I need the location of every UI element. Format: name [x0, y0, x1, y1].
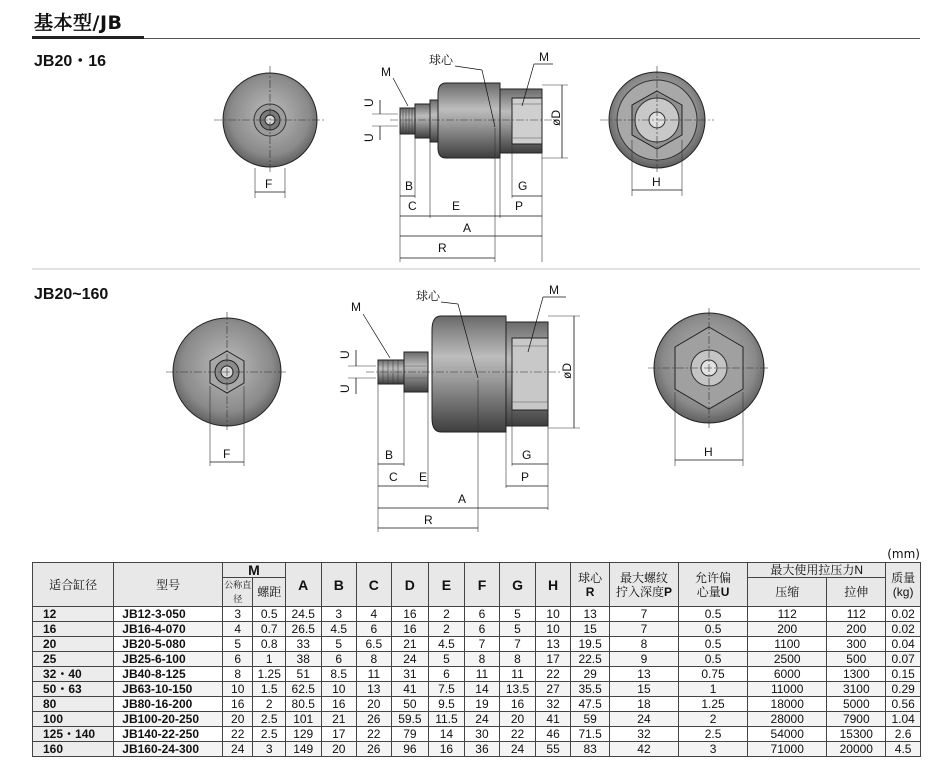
dim-r: R — [438, 241, 447, 255]
table-cell: 1300 — [827, 667, 886, 682]
model-cell: JB63-10-150 — [114, 682, 223, 697]
model-cell: JB20-5-080 — [114, 637, 223, 652]
dim-od: øD — [549, 110, 563, 126]
jb20-16-side-view — [362, 50, 568, 262]
bore-cell: 160 — [33, 742, 114, 757]
table-row — [33, 697, 921, 712]
table-cell: 32 — [535, 697, 571, 712]
col-force: 最大使用拉压力N — [748, 563, 886, 578]
table-cell: 8 — [464, 652, 500, 667]
table-cell: 22 — [222, 727, 252, 742]
table-cell: 59.5 — [391, 712, 429, 727]
table-cell: 8 — [357, 652, 392, 667]
table-cell: 2.6 — [886, 727, 921, 742]
callout-ball-center: 球心 — [429, 53, 454, 67]
table-cell: 41 — [391, 682, 429, 697]
table-cell: 6 — [321, 652, 357, 667]
table-cell: 18000 — [748, 697, 827, 712]
table-cell: 42 — [609, 742, 678, 757]
table-cell: 28000 — [748, 712, 827, 727]
table-cell: 83 — [571, 742, 610, 757]
table-cell: 0.15 — [886, 667, 921, 682]
table-cell: 3 — [679, 742, 748, 757]
table-cell: 500 — [827, 652, 886, 667]
dim-b: B — [405, 179, 414, 193]
dim-p-2: P — [521, 470, 530, 484]
table-cell: 32 — [609, 727, 678, 742]
table-cell: 0.5 — [679, 637, 748, 652]
table-cell: 4 — [222, 622, 252, 637]
table-cell: 11 — [500, 667, 536, 682]
col-p-top: 最大螺纹 — [619, 570, 668, 585]
model-cell: JB160-24-300 — [114, 742, 223, 757]
table-cell: 4 — [357, 607, 392, 622]
table-cell: 19.5 — [571, 637, 610, 652]
table-cell: 59 — [571, 712, 610, 727]
dim-u-bottom-2: U — [338, 384, 352, 393]
col-m-nominal: 公称直径 — [222, 578, 252, 607]
table-cell: 4.5 — [886, 742, 921, 757]
table-cell: 5 — [500, 622, 536, 637]
table-cell: 0.7 — [253, 622, 286, 637]
table-cell: 22 — [535, 667, 571, 682]
dim-a: A — [463, 221, 472, 235]
table-cell: 6 — [464, 607, 500, 622]
table-cell: 0.75 — [679, 667, 748, 682]
dim-f-2: F — [223, 447, 231, 461]
table-cell: 8 — [222, 667, 252, 682]
callout-m-left: M — [381, 65, 391, 79]
dim-g: G — [518, 179, 528, 193]
table-cell: 3 — [321, 607, 357, 622]
table-cell: 8 — [609, 637, 678, 652]
section-label-jb20-160: JB20~160 — [34, 286, 109, 303]
col-m-pitch: 螺距 — [253, 578, 286, 607]
col-f: F — [464, 563, 500, 607]
table-cell: 5 — [500, 607, 536, 622]
callout-ball-center-2: 球心 — [416, 289, 441, 303]
bore-cell: 20 — [33, 637, 114, 652]
col-b: B — [321, 563, 357, 607]
dim-h-2: H — [704, 445, 713, 459]
table-cell: 20 — [500, 712, 536, 727]
table-cell: 9.5 — [429, 697, 465, 712]
table-cell: 71000 — [748, 742, 827, 757]
model-cell: JB140-22-250 — [114, 727, 223, 742]
table-cell: 24 — [609, 712, 678, 727]
dim-u-top-2: U — [338, 350, 352, 359]
col-m: M — [222, 563, 285, 578]
bore-cell: 80 — [33, 697, 114, 712]
col-bore: 适合缸径 — [33, 563, 114, 607]
dim-p: P — [515, 199, 524, 213]
table-cell: 24 — [464, 712, 500, 727]
model-cell: JB12-3-050 — [114, 607, 223, 622]
table-cell: 21 — [391, 637, 429, 652]
dim-e-2: E — [419, 470, 428, 484]
table-cell: 35.5 — [571, 682, 610, 697]
col-model: 型号 — [114, 563, 223, 607]
table-cell: 13 — [357, 682, 392, 697]
table-cell: 101 — [285, 712, 321, 727]
table-row — [33, 622, 921, 637]
table-cell: 16 — [391, 622, 429, 637]
table-cell: 21 — [321, 712, 357, 727]
table-cell: 2 — [253, 697, 286, 712]
table-unit: (mm) — [887, 547, 920, 561]
table-cell: 3 — [222, 607, 252, 622]
table-row — [33, 607, 921, 622]
table-cell: 7.5 — [429, 682, 465, 697]
dim-c-2: C — [389, 470, 398, 484]
table-cell: 20 — [321, 742, 357, 757]
table-cell: 11 — [464, 667, 500, 682]
table-cell: 300 — [827, 637, 886, 652]
dim-e: E — [452, 199, 461, 213]
table-cell: 3 — [253, 742, 286, 757]
table-cell: 0.02 — [886, 622, 921, 637]
model-cell: JB16-4-070 — [114, 622, 223, 637]
table-cell: 1.5 — [253, 682, 286, 697]
dim-od-2: øD — [560, 363, 574, 379]
table-cell: 10 — [222, 682, 252, 697]
table-cell: 7 — [609, 607, 678, 622]
table-cell: 50 — [391, 697, 429, 712]
table-cell: 22 — [357, 727, 392, 742]
table-cell: 47.5 — [571, 697, 610, 712]
callout-m-left-2: M — [351, 300, 361, 314]
table-cell: 26.5 — [285, 622, 321, 637]
table-cell: 0.02 — [886, 607, 921, 622]
table-cell: 0.29 — [886, 682, 921, 697]
col-u — [679, 563, 748, 607]
col-mass-top: 质量 — [891, 570, 916, 585]
table-cell: 10 — [321, 682, 357, 697]
table-cell: 15300 — [827, 727, 886, 742]
jb20-160-rear-view — [648, 308, 770, 466]
table-cell: 20 — [357, 697, 392, 712]
bore-cell: 16 — [33, 622, 114, 637]
table-cell: 80.5 — [285, 697, 321, 712]
model-cell: JB100-20-250 — [114, 712, 223, 727]
bore-cell: 50・63 — [33, 682, 114, 697]
table-cell: 6 — [357, 622, 392, 637]
table-cell: 20000 — [827, 742, 886, 757]
jb20-16-rear-view — [600, 66, 714, 196]
table-row — [33, 727, 921, 742]
table-body — [33, 607, 921, 757]
table-cell: 200 — [748, 622, 827, 637]
model-cell: JB25-6-100 — [114, 652, 223, 667]
table-cell: 7900 — [827, 712, 886, 727]
table-cell: 6 — [464, 622, 500, 637]
table-cell: 0.56 — [886, 697, 921, 712]
jb20-16-front-view — [214, 66, 326, 198]
table-cell: 0.5 — [679, 607, 748, 622]
table-cell: 11.5 — [429, 712, 465, 727]
table-cell: 129 — [285, 727, 321, 742]
jb20-160-front-view — [166, 312, 288, 466]
table-cell: 15 — [571, 622, 610, 637]
table-cell: 38 — [285, 652, 321, 667]
col-u-bottom: 心量 — [696, 584, 721, 599]
table-cell: 14 — [429, 727, 465, 742]
table-cell: 2.5 — [679, 727, 748, 742]
table-cell: 0.5 — [679, 622, 748, 637]
table-cell: 79 — [391, 727, 429, 742]
table-cell: 18 — [609, 697, 678, 712]
table-cell: 149 — [285, 742, 321, 757]
bore-cell: 25 — [33, 652, 114, 667]
table-cell: 2.5 — [253, 727, 286, 742]
table-cell: 22.5 — [571, 652, 610, 667]
col-e: E — [429, 563, 465, 607]
table-cell: 51 — [285, 667, 321, 682]
bore-cell: 100 — [33, 712, 114, 727]
table-cell: 8 — [500, 652, 536, 667]
table-cell: 6 — [222, 652, 252, 667]
table-cell: 7 — [500, 637, 536, 652]
table-cell: 7 — [609, 622, 678, 637]
table-cell: 29 — [571, 667, 610, 682]
col-mass — [886, 563, 921, 607]
section-label-jb20-16: JB20・16 — [34, 53, 107, 70]
table-cell: 0.8 — [253, 637, 286, 652]
table-cell: 13 — [609, 667, 678, 682]
table-cell: 4.5 — [429, 637, 465, 652]
dim-r-2: R — [424, 513, 433, 527]
dim-c: C — [408, 199, 417, 213]
table-cell: 1.25 — [679, 697, 748, 712]
bore-cell: 125・140 — [33, 727, 114, 742]
table-cell: 13 — [535, 637, 571, 652]
col-force-compression: 压缩 — [748, 578, 827, 607]
table-row — [33, 652, 921, 667]
col-r-top: 球心 — [578, 570, 603, 585]
table-cell: 0.5 — [253, 607, 286, 622]
table-cell: 24 — [391, 652, 429, 667]
dim-h: H — [652, 175, 661, 189]
table-header-row — [33, 563, 921, 578]
table-cell: 20 — [222, 712, 252, 727]
table-cell: 36 — [464, 742, 500, 757]
table-cell: 2 — [429, 607, 465, 622]
table-cell: 0.04 — [886, 637, 921, 652]
table-cell: 16 — [391, 607, 429, 622]
table-cell: 2 — [679, 712, 748, 727]
table-cell: 55 — [535, 742, 571, 757]
table-cell: 7 — [464, 637, 500, 652]
table-cell: 1.04 — [886, 712, 921, 727]
table-cell: 1100 — [748, 637, 827, 652]
table-cell: 16 — [321, 697, 357, 712]
table-cell: 9 — [609, 652, 678, 667]
table-cell: 24 — [222, 742, 252, 757]
table-row — [33, 742, 921, 757]
col-c: C — [357, 563, 392, 607]
table-cell: 16 — [222, 697, 252, 712]
col-h: H — [535, 563, 571, 607]
col-u-top: 允许偏 — [695, 570, 732, 585]
col-p — [609, 563, 678, 607]
dim-b-2: B — [385, 448, 394, 462]
table-cell: 5 — [222, 637, 252, 652]
table-cell: 0.07 — [886, 652, 921, 667]
dim-u-top: U — [362, 98, 376, 107]
dim-g-2: G — [522, 448, 532, 462]
table-cell: 5 — [429, 652, 465, 667]
table-cell: 1 — [679, 682, 748, 697]
model-cell: JB80-16-200 — [114, 697, 223, 712]
table-cell: 22 — [500, 727, 536, 742]
table-cell: 16 — [500, 697, 536, 712]
table-cell: 46 — [535, 727, 571, 742]
table-cell: 5 — [321, 637, 357, 652]
table-cell: 19 — [464, 697, 500, 712]
table-cell: 71.5 — [571, 727, 610, 742]
table-cell: 26 — [357, 742, 392, 757]
table-cell: 27 — [535, 682, 571, 697]
col-g: G — [500, 563, 536, 607]
dim-f: F — [265, 177, 273, 191]
callout-m-right: M — [539, 50, 549, 64]
table-cell: 2500 — [748, 652, 827, 667]
spec-table — [32, 562, 921, 757]
table-cell: 200 — [827, 622, 886, 637]
bore-cell: 12 — [33, 607, 114, 622]
col-u-letter: U — [720, 584, 730, 599]
bore-cell: 32・40 — [33, 667, 114, 682]
table-cell: 1.25 — [253, 667, 286, 682]
table-cell: 54000 — [748, 727, 827, 742]
table-cell: 112 — [827, 607, 886, 622]
col-p-letter: P — [663, 584, 672, 599]
col-p-bottom: 拧入深度 — [615, 584, 664, 599]
dim-u-bottom: U — [362, 133, 376, 142]
table-row — [33, 712, 921, 727]
table-cell: 96 — [391, 742, 429, 757]
table-row — [33, 667, 921, 682]
callout-m-right-2: M — [549, 283, 559, 297]
table-cell: 3100 — [827, 682, 886, 697]
col-r — [571, 563, 610, 607]
col-d: D — [391, 563, 429, 607]
table-cell: 41 — [535, 712, 571, 727]
table-cell: 13 — [571, 607, 610, 622]
table-cell: 16 — [429, 742, 465, 757]
table-cell: 8.5 — [321, 667, 357, 682]
table-cell: 62.5 — [285, 682, 321, 697]
table-cell: 13.5 — [500, 682, 536, 697]
table-cell: 14 — [464, 682, 500, 697]
table-cell: 0.5 — [679, 652, 748, 667]
dim-a-2: A — [458, 492, 467, 506]
table-row — [33, 682, 921, 697]
table-cell: 6 — [429, 667, 465, 682]
col-mass-unit: (kg) — [892, 584, 914, 599]
table-row — [33, 637, 921, 652]
table-cell: 17 — [535, 652, 571, 667]
jb20-160-side-view — [338, 283, 580, 532]
table-cell: 5000 — [827, 697, 886, 712]
table-cell: 11000 — [748, 682, 827, 697]
table-cell: 31 — [391, 667, 429, 682]
model-cell: JB40-8-125 — [114, 667, 223, 682]
table-cell: 15 — [609, 682, 678, 697]
table-cell: 26 — [357, 712, 392, 727]
table-cell: 4.5 — [321, 622, 357, 637]
table-cell: 11 — [357, 667, 392, 682]
table-cell: 10 — [535, 607, 571, 622]
table-cell: 1 — [253, 652, 286, 667]
table-cell: 24.5 — [285, 607, 321, 622]
table-cell: 6000 — [748, 667, 827, 682]
table-cell: 2.5 — [253, 712, 286, 727]
col-a: A — [285, 563, 321, 607]
table-cell: 10 — [535, 622, 571, 637]
col-force-tension: 拉伸 — [827, 578, 886, 607]
col-r-letter: R — [585, 584, 595, 599]
table-cell: 30 — [464, 727, 500, 742]
page-title: 基本型/JB — [34, 12, 123, 34]
table-cell: 112 — [748, 607, 827, 622]
table-cell: 6.5 — [357, 637, 392, 652]
table-cell: 24 — [500, 742, 536, 757]
table-cell: 17 — [321, 727, 357, 742]
table-cell: 2 — [429, 622, 465, 637]
table-cell: 33 — [285, 637, 321, 652]
